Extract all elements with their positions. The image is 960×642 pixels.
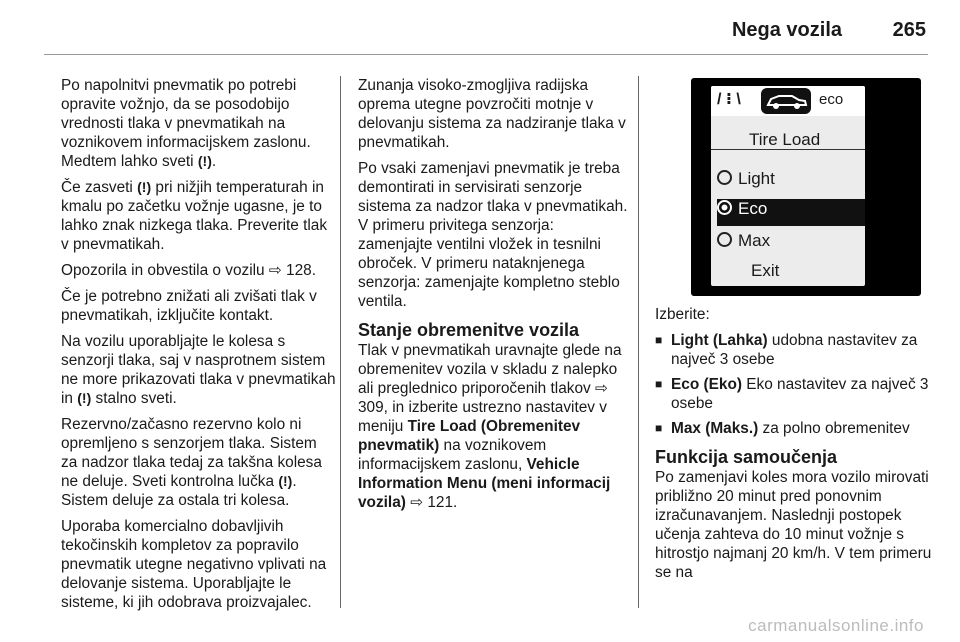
paragraph: Na vozilu uporabljajte le kolesa s senzorji tlaka, saj v nasprotnem sistem ne more prikazovati tlaka v pnevmatikah in (!) stalno sveti. (61, 333, 336, 407)
option-eco-selected[interactable]: Eco (717, 199, 865, 226)
list-item: ■ Eco (Eko) Eko nastavitev za največ 3 osebe (655, 375, 937, 413)
tire-pressure-warning-icon: (!) (197, 153, 212, 169)
column-left (61, 76, 337, 619)
section-heading: Funkcija samoučenja (655, 447, 838, 467)
tire-pressure-warning-icon: (!) (278, 473, 293, 489)
tire-load-display-figure (691, 78, 921, 296)
column-divider (638, 76, 639, 608)
tire-pressure-warning-icon: (!) (77, 390, 92, 406)
column-middle (358, 76, 632, 519)
section-heading: Stanje obremenitve vozila (358, 320, 580, 340)
list-item: ■ Light (Lahka) udobna nastavitev za največ 3 osebe (655, 331, 937, 369)
header-divider (44, 54, 928, 55)
paragraph: Po vsaki zamenjavi pnevmatik je treba demontirati in servisirati senzorje sistema za nadzor tlaka v pnevmatikah. V primeru privitega senzorja: zamenjajte ventilni vložek in tesnilni obroček. V primeru nataknjenega senzorja: zamenjajte kompletno steblo ventila. (358, 160, 628, 310)
radio-icon (717, 232, 732, 247)
paragraph: Rezervno/začasno rezervno kolo ni opremljeno s senzorjem tlaka. Sistem za nadzor tlaka tedaj za takšna kolesa ne deluje. Sveti kontrolna lučka (!). Sistem deluje za ostala tri kolesa. (61, 416, 322, 509)
paragraph: Zunanja visoko-zmogljiva radijska oprema utegne povzročiti motnje v delovanju sistema za nadziranje tlaka v pnevmatikah. (358, 77, 626, 151)
paragraph: Po napolnitvi pnevmatik po potrebi opravite vožnjo, da se posodobijo vrednosti tlaka v pnevmatikah na voznikovem informacijskem zaslonu. Medtem lahko sveti (!). (61, 77, 311, 170)
option-max[interactable]: Max (717, 231, 865, 258)
display-divider (711, 149, 865, 150)
tire-pressure-tab-icon: / ⁝ \ (717, 91, 741, 108)
column-right (655, 305, 937, 589)
column-divider (340, 76, 341, 608)
page-header (0, 0, 960, 56)
paragraph: Izberite: (655, 306, 710, 323)
exit-option[interactable]: Exit (751, 261, 780, 280)
paragraph: Po zamenjavi koles mora vozilo mirovati približno 20 minut pred ponovnim izračunavanjem. Naslednji postopek učenja zahteva do 10 minut vožnje s hitrostjo najmanj 20 km/h. V tem primeru se na (655, 469, 932, 581)
display-tab-bar (711, 86, 865, 116)
paragraph: Če zasveti (!) pri nižjih temperaturah in kmalu po začetku vožnje ugasne, je to lahko znak nizkega tlaka. Preverite tlak v pnevmatikah. (61, 179, 328, 253)
display-screen (711, 86, 865, 286)
radio-icon (717, 170, 732, 185)
watermark: carmanualsonline.info (748, 616, 924, 635)
car-tab-icon (761, 88, 811, 114)
paragraph: Tlak v pnevmatikah uravnajte glede na obremenitev vozila v skladu z nalepko ali preglednico priporočenih tlakov ⇨ 309, in izberite ustrezno nastavitev v meniju Tire Load (Obremenitev pnevmatik) na voznikovem informacijskem zaslonu, Vehicle Information Menu (meni informacij vozila) ⇨ 121. (358, 342, 622, 511)
display-title: Tire Load (749, 130, 821, 149)
page-title: Nega vozila (731, 19, 842, 41)
radio-selected-icon (717, 200, 732, 215)
option-list (655, 331, 937, 438)
paragraph: Uporaba komercialno dobavljivih tekočinskih kompletov za popravilo pnevmatik utegne negativno vplivati na delovanje sistema. Uporabljajte le sisteme, ki jih odobrava proizvajalec. (61, 518, 327, 611)
paragraph-crossref: Opozorila in obvestila o vozilu ⇨ 128. (61, 262, 317, 279)
list-item: ■ Max (Maks.) za polno obremenitev (655, 419, 937, 438)
paragraph: Če je potrebno znižati ali zvišati tlak v pnevmatikah, izključite kontakt. (61, 288, 317, 324)
eco-tab-label: eco (819, 91, 844, 108)
tire-pressure-warning-icon: (!) (137, 179, 152, 195)
option-light[interactable]: Light (717, 169, 865, 196)
page-number: 265 (892, 19, 926, 41)
